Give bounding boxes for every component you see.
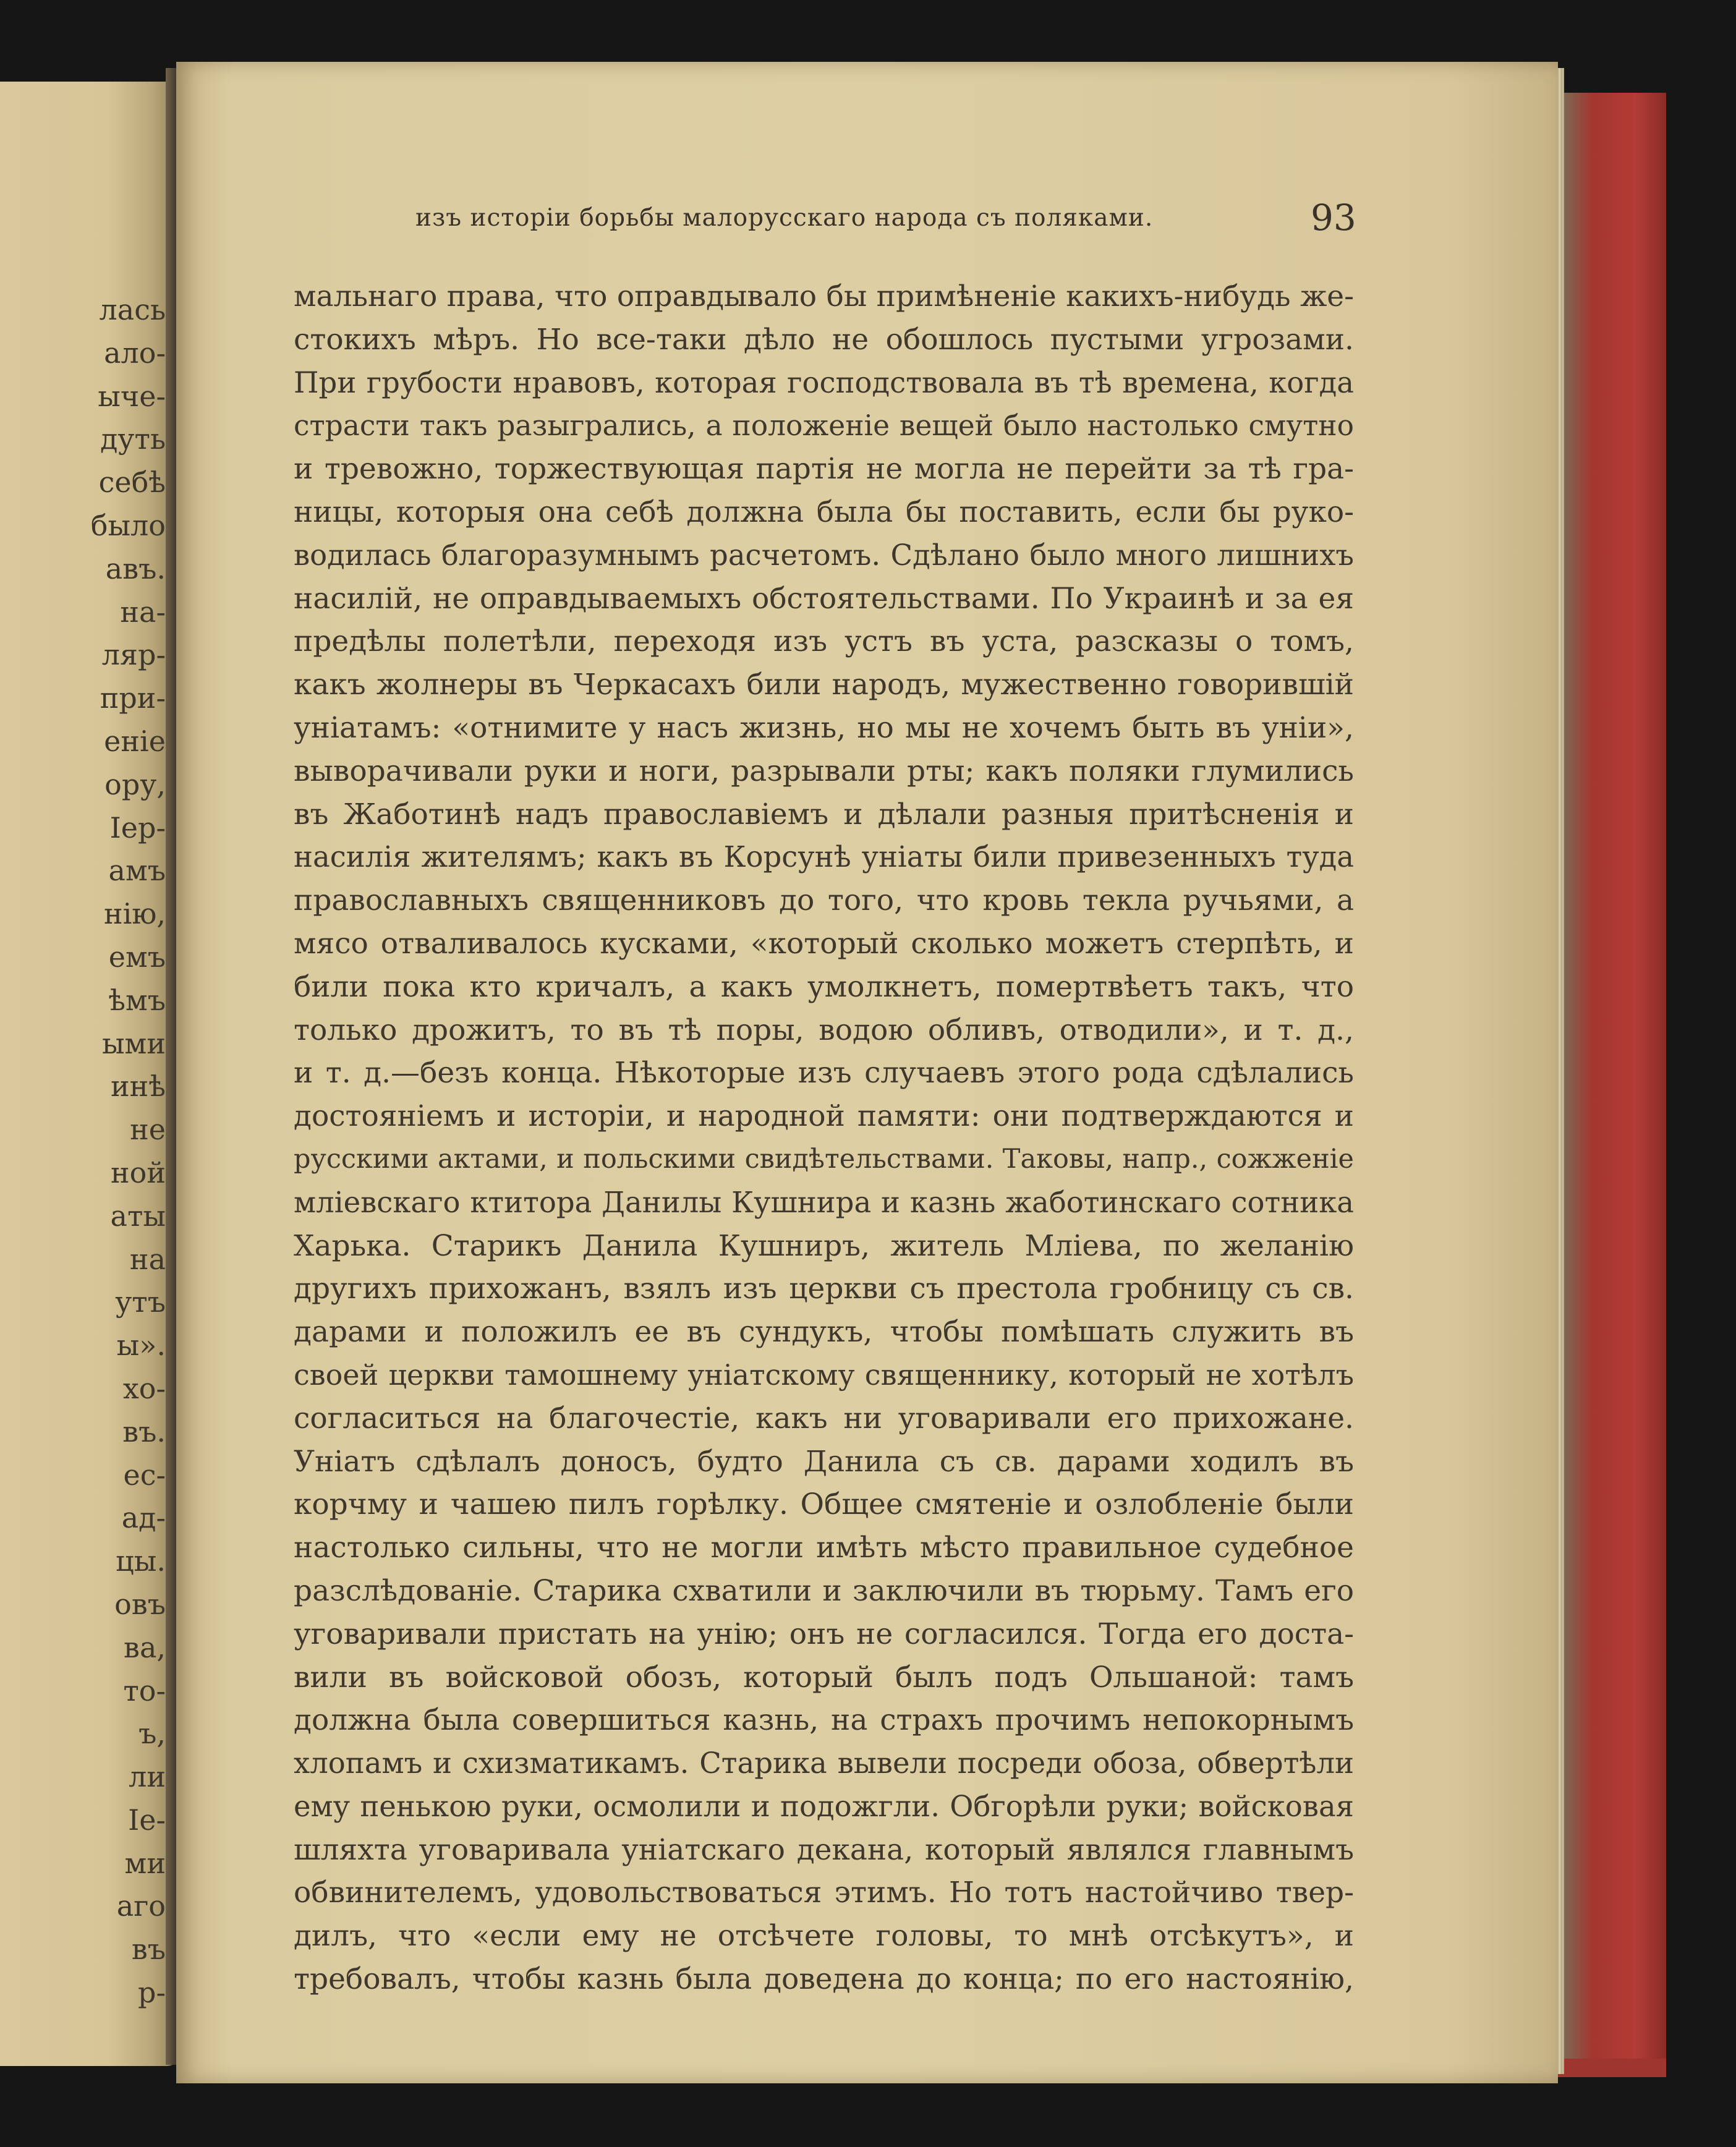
text-line: православныхъ священниковъ до того, что кровь текла ручьями, а	[294, 883, 1354, 918]
text-line: своей церкви тамошнему уніатскому священнику, который не хотѣлъ	[294, 1358, 1354, 1392]
text-line: Уніатъ сдѣлалъ доносъ, будто Данила съ св. дарами ходилъ въ	[294, 1444, 1354, 1479]
text-line: вили въ войсковой обозъ, который былъ подъ Ольшаной: тамъ	[294, 1660, 1354, 1694]
text-line: Харька. Старикъ Данила Кушниръ, житель Мліева, по желанію	[294, 1228, 1354, 1263]
text-line: въ Жаботинѣ надъ православіемъ и дѣлали разныя притѣсненія и	[294, 797, 1354, 831]
text-line: согласиться на благочестіе, какъ ни уговаривали его прихожане.	[294, 1401, 1354, 1435]
previous-page-line-fragment: ад-	[121, 1501, 166, 1535]
text-line: ницы, которыя она себѣ должна была бы поставить, если бы руко-	[294, 495, 1354, 529]
previous-page-line-fragment: было	[90, 508, 166, 542]
running-header: изъ исторіи борьбы малорусскаго народа съ поляками.	[415, 204, 1154, 232]
previous-page-line-fragment: ору,	[104, 767, 166, 801]
previous-page-line-fragment: утъ	[115, 1285, 166, 1319]
text-line: русскими актами, и польскими свидѣтельствами. Таковы, напр., сожженіе	[294, 1143, 1354, 1175]
text-line: требовалъ, чтобы казнь была доведена до конца; по его настоянію,	[294, 1962, 1354, 1997]
text-line: другихъ прихожанъ, взялъ изъ церкви съ престола гробницу съ св.	[294, 1272, 1354, 1306]
previous-page-line-fragment: ли	[129, 1760, 166, 1794]
previous-page-line-fragment: въ.	[122, 1414, 166, 1448]
page-body-text	[294, 275, 1354, 2001]
text-line: насилія жителямъ; какъ въ Корсунѣ уніаты били привезенныхъ туда	[294, 840, 1354, 874]
text-line: обвинителемъ, удовольствоваться этимъ. Но тотъ настойчиво твер-	[294, 1876, 1354, 1910]
text-line: и т. д.—безъ конца. Нѣкоторые изъ случаевъ этого рода сдѣлались	[294, 1056, 1354, 1091]
previous-page-line-fragment: не	[130, 1113, 166, 1147]
previous-page-line-fragment: ес-	[123, 1458, 166, 1492]
text-line: настолько сильны, что не могли имѣть мѣсто правильное судебное	[294, 1531, 1354, 1565]
previous-page-line-fragment: ѣмъ	[108, 983, 166, 1017]
previous-page-line-fragment: ми	[124, 1846, 166, 1880]
previous-page-line-fragment: амъ	[108, 854, 166, 888]
previous-page-line-fragment: ной	[110, 1155, 166, 1189]
previous-page-line-fragment: лась	[99, 293, 166, 326]
text-line: мясо отваливалось кусками, «который сколько можетъ стерпѣть, и	[294, 926, 1354, 961]
previous-page-line-fragment: въ	[131, 1932, 166, 1966]
previous-page-line-fragment: ъ,	[138, 1717, 166, 1751]
text-line: шляхта уговаривала уніатскаго декана, который являлся главнымъ	[294, 1832, 1354, 1867]
previous-page-line-fragment: аго	[116, 1889, 166, 1923]
previous-page	[0, 82, 179, 2066]
text-line: уговаривали пристать на унію; онъ не согласился. Тогда его доста-	[294, 1617, 1354, 1651]
previous-page-line-fragment: р-	[138, 1976, 166, 2010]
previous-page-line-fragment: ало-	[104, 336, 166, 370]
text-line: При грубости нравовъ, которая господствовала въ тѣ времена, когда	[294, 365, 1354, 399]
text-line: били пока кто кричалъ, а какъ умолкнетъ, помертвѣетъ такъ, что	[294, 969, 1354, 1004]
cover-edge-right	[1561, 93, 1666, 2074]
previous-page-line-fragment: ы».	[116, 1329, 166, 1363]
previous-page-line-fragment: дуть	[100, 422, 166, 456]
previous-page-line-fragment: цы.	[116, 1544, 166, 1578]
previous-page-line-fragment: себѣ	[98, 466, 166, 500]
text-line: какъ жолнеры въ Черкасахъ били народъ, мужественно говорившій	[294, 668, 1354, 702]
previous-page-text-fragments	[42, 289, 166, 2015]
previous-page-line-fragment: аты	[110, 1199, 166, 1233]
text-line: дилъ, что «если ему не отсѣчете головы, то мнѣ отсѣкутъ», и	[294, 1919, 1354, 1954]
previous-page-line-fragment: ляр-	[101, 638, 166, 672]
previous-page-line-fragment: ыми	[101, 1026, 166, 1060]
text-line: предѣлы полетѣли, переходя изъ устъ въ уста, разсказы о томъ,	[294, 624, 1354, 659]
text-line: достояніемъ и исторіи, и народной памяти: они подтверждаются и	[294, 1099, 1354, 1134]
previous-page-line-fragment: еніе	[104, 724, 166, 758]
text-line: страсти такъ разыгрались, а положеніе вещей было настолько смутно	[294, 409, 1354, 443]
text-line: уніатамъ: «отнимите у насъ жизнь, но мы не хочемъ быть въ уніи»,	[294, 710, 1354, 745]
text-line: мальнаго права, что оправдывало бы примѣненіе какихъ-нибудь же-	[294, 279, 1354, 313]
text-line: корчму и чашею пилъ горѣлку. Общее смятеніе и озлобленіе были	[294, 1487, 1354, 1522]
previous-page-line-fragment: ва,	[124, 1630, 166, 1664]
text-line: ему пенькою руки, осмолили и подожгли. Обгорѣли руки; войсковая	[294, 1789, 1354, 1823]
text-line: стокихъ мѣръ. Но все-таки дѣло не обошлось пустыми угрозами.	[294, 322, 1354, 357]
page-number: 93	[1311, 197, 1356, 239]
text-line: хлопамъ и схизматикамъ. Старика вывели посреди обоза, обвертѣли	[294, 1746, 1354, 1780]
previous-page-line-fragment: Іер-	[109, 810, 166, 844]
previous-page-line-fragment: на-	[120, 595, 166, 629]
text-line: мліевскаго ктитора Данилы Кушнира и казнь жаботинскаго сотника	[294, 1185, 1354, 1219]
text-line: дарами и положилъ ее въ сундукъ, чтобы помѣшать служить въ	[294, 1315, 1354, 1350]
previous-page-line-fragment: при-	[100, 681, 166, 715]
previous-page-line-fragment: на	[129, 1242, 166, 1276]
previous-page-line-fragment: нію,	[103, 897, 166, 931]
text-line: насилій, не оправдываемыхъ обстоятельствами. По Украинѣ и за ея	[294, 581, 1354, 616]
text-line: водилась благоразумнымъ расчетомъ. Сдѣлано было много лишнихъ	[294, 538, 1354, 572]
text-line: только дрожитъ, то въ тѣ поры, водою обливъ, отводили», и т. д.,	[294, 1013, 1354, 1047]
previous-page-line-fragment: емъ	[108, 940, 166, 974]
previous-page-line-fragment: овъ	[114, 1587, 166, 1621]
previous-page-line-fragment: инѣ	[110, 1069, 166, 1103]
previous-page-line-fragment: авъ.	[105, 551, 166, 585]
text-line: должна была совершиться казнь, на страхъ прочимъ непокорнымъ	[294, 1703, 1354, 1738]
text-line: и тревожно, торжествующая партія не могла не перейти за тѣ гра-	[294, 452, 1354, 487]
previous-page-line-fragment: хо-	[122, 1371, 166, 1405]
previous-page-line-fragment: ыче-	[98, 379, 166, 413]
previous-page-line-fragment: Іе-	[128, 1803, 166, 1837]
text-line: выворачивали руки и ноги, разрывали рты; какъ поляки глумились	[294, 754, 1354, 788]
text-line: разслѣдованіе. Старика схватили и заключили въ тюрьму. Тамъ его	[294, 1573, 1354, 1608]
previous-page-line-fragment: то-	[123, 1673, 166, 1707]
